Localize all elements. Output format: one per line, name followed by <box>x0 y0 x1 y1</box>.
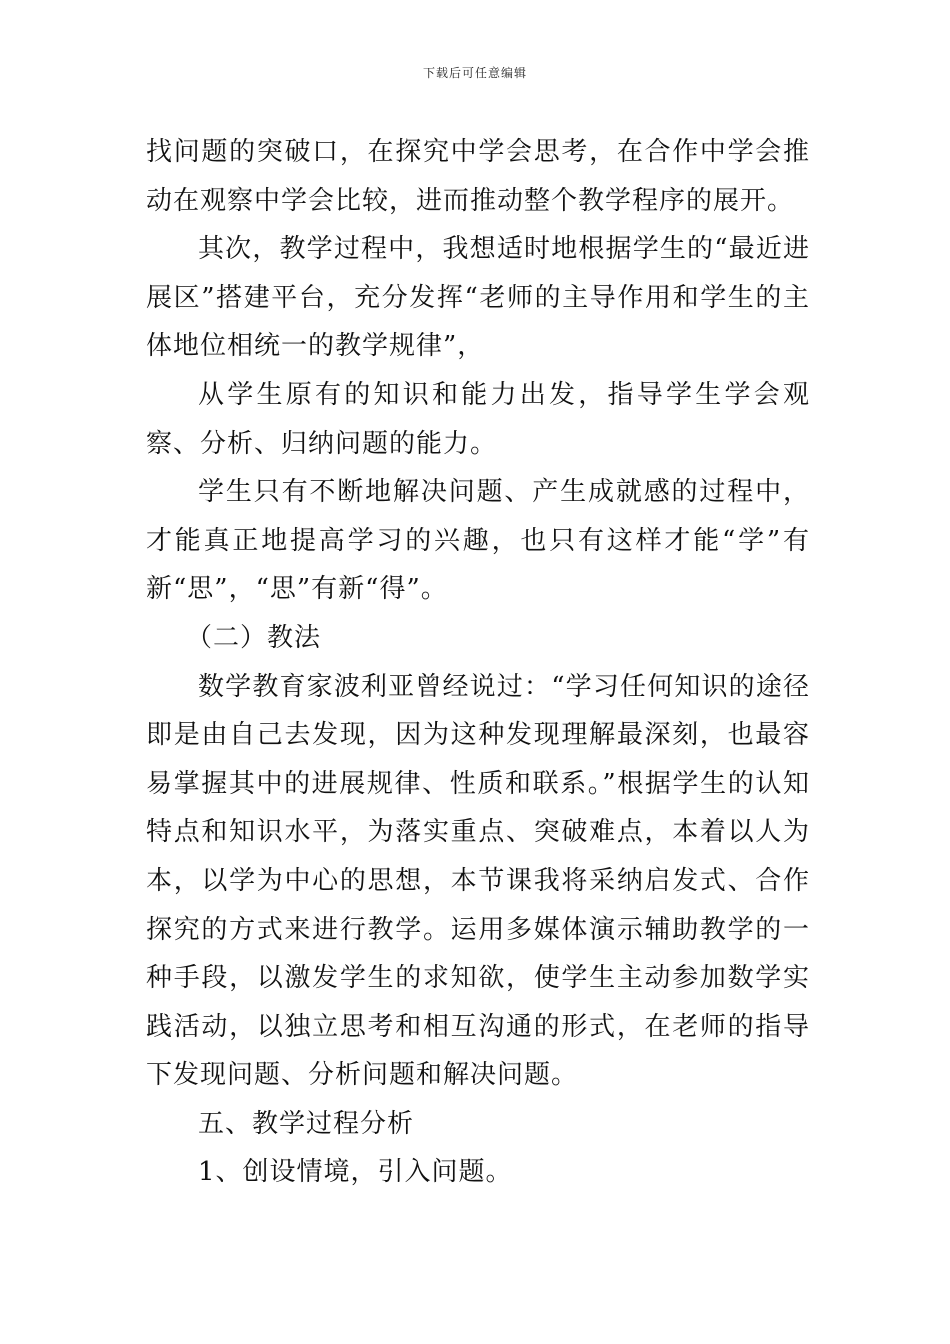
paragraph-learning-interest: 学生只有不断地解决问题、产生成就感的过程中，才能真正地提高学习的兴趣，也只有这样才能“学”有新“思”，“思”有新“得”。 <box>146 477 810 605</box>
subsection-heading-create-situation: 1、创设情境，引入问题。 <box>198 1157 513 1188</box>
paragraph-teaching-method: 数学教育家波利亚曾经说过：“学习任何知识的途径即是由自己去发现，因为这种发现理解最深刻，也最容易掌握其中的进展规律、性质和联系。”根据学生的认知特点和知识水平，为落实重点、突破难点，本着以人为本，以学为中心的思想，本节课我将采纳启发式、合作探究的方式来进行教学。运用多媒体演示辅助教学的一种手段，以激发学生的求知欲，使学生主动参加数学实践活动，以独立思考和相互沟通的形式，在老师的指导下发现问题、分析问题和解决问题。 <box>146 671 810 1091</box>
section-heading-teaching-method: （二）教法 <box>186 622 322 653</box>
paragraph-teaching-platform: 其次，教学过程中，我想适时地根据学生的“最近进展区”搭建平台，充分发挥“老师的主导作用和学生的主体地位相统一的教学规律”， <box>146 234 810 362</box>
page-header: 下载后可任意编辑 <box>422 66 527 80</box>
section-heading-process-analysis: 五、教学过程分析 <box>198 1108 415 1139</box>
document-body <box>146 128 810 1197</box>
paragraph-continuation: 找问题的突破口，在探究中学会思考，在合作中学会推动在观察中学会比较，进而推动整个教学程序的展开。 <box>146 137 810 216</box>
paragraph-student-abilities: 从学生原有的知识和能力出发，指导学生学会观察、分析、归纳问题的能力。 <box>146 379 810 459</box>
